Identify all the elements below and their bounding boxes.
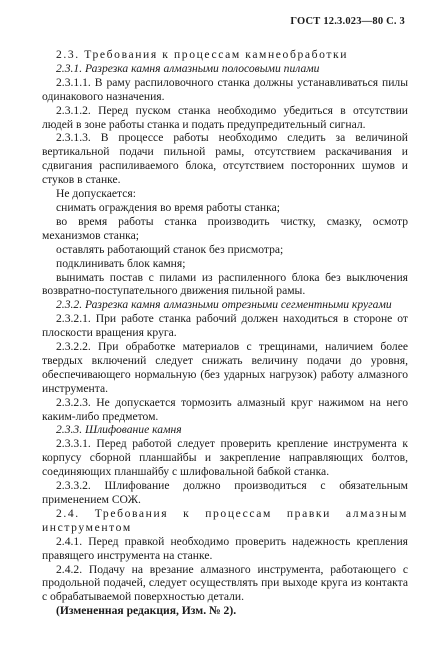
prohibition-item: снимать ограждения во время работы станка;	[56, 200, 280, 214]
prohibition-intro: Не допускается:	[56, 187, 136, 201]
clause-2-3-1-1: 2.3.1.1. В раму распиловочного станка должны устанавливаться пилы одинакового назначения.	[42, 75, 408, 103]
prohibition-item: оставлять работающий станок без присмотра;	[56, 242, 284, 256]
clause-2-3-3-2: 2.3.3.2. Шлифование должно производиться с обязательным применением СОЖ.	[42, 479, 408, 506]
prohibition-item: подклинивать блок камня;	[56, 256, 186, 270]
subsection-heading-2-3-2: 2.3.2. Разрезка камня алмазными отрезными сегментными кругами	[56, 298, 392, 312]
page-header: ГОСТ 12.3.023—80 С. 3	[290, 16, 405, 27]
prohibition-item: вынимать постав с пилами из распиленного блока без выключения возвратно-поступательного движения пильной рамы.	[42, 270, 408, 298]
clause-2-4-2: 2.4.2. Подачу на врезание алмазного инструмента, работающего с продольной подачей, следует осуществлять при выходе круга из контакта с обрабатываемой поверхностью детали.	[42, 562, 408, 604]
subsection-heading-2-3-3: 2.3.3. Шлифование камня	[56, 423, 182, 437]
clause-2-4-1: 2.4.1. Перед правкой необходимо проверить надежность крепления правящего инструмента на станке.	[42, 534, 408, 562]
clause-2-3-1-3: 2.3.1.3. В процессе работы необходимо следить за величиной вертикальной подачи пильной рамы, отсутствием раскачивания и сдвигания распиливаемого блока, отсутствием посторонних шумов и стуков в станке.	[42, 131, 408, 187]
clause-2-3-2-1: 2.3.2.1. При работе станка рабочий должен находиться в стороне от плоскости вращения круга.	[42, 312, 408, 340]
amendment-note: (Измененная редакция, Изм. № 2).	[56, 604, 237, 618]
section-heading-2-4: 2.4. Требования к процессам правки алмазным инструментом	[42, 506, 408, 534]
clause-2-3-2-3: 2.3.2.3. Не допускается тормозить алмазный круг нажимом на него каким-либо предметом.	[42, 395, 408, 423]
prohibition-item: во время работы станка производить чистку, смазку, осмотр механизмов станка;	[42, 214, 408, 242]
clause-2-3-3-1: 2.3.3.1. Перед работой следует проверить крепление инструмента к корпусу сборной планшайбы и закрепление направляющих болтов, соединяющих планшайбу с шлифовальной бабкой станка.	[42, 437, 408, 479]
subsection-heading-2-3-1: 2.3.1. Разрезка камня алмазными полосовыми пилами	[56, 61, 320, 75]
clause-2-3-1-2: 2.3.1.2. Перед пуском станка необходимо убедиться в отсутствии людей в зоне работы станка и подать предупредительный сигнал.	[42, 103, 408, 131]
clause-2-3-2-2: 2.3.2.2. При обработке материалов с трещинами, наличием более твердых включений следует снижать величину подачи до уровня, обеспечивающего нормальную (без ударных нагрузок) работу алмазного инструмента.	[42, 340, 408, 395]
document-body	[42, 48, 408, 618]
section-heading-2-3: 2.3. Требования к процессам камнеобработки	[56, 48, 349, 61]
